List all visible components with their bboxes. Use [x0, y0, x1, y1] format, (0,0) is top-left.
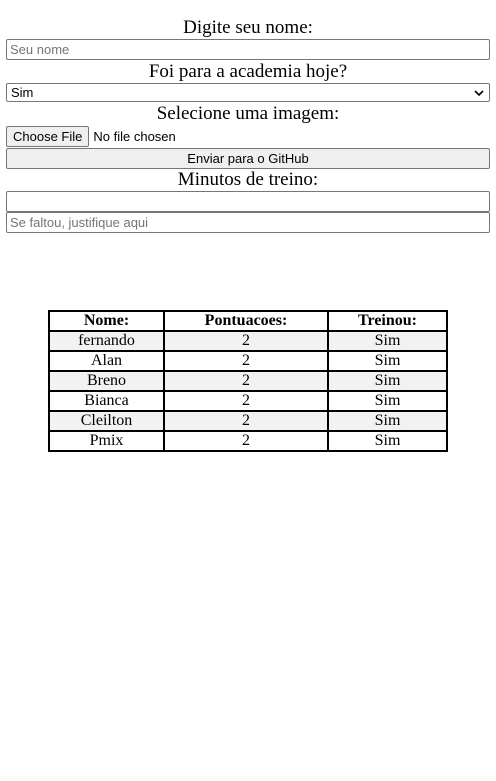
table-row — [49, 411, 447, 431]
name-label: Digite seu nome: — [183, 17, 313, 38]
cell-trained: Sim — [328, 371, 447, 391]
gym-select-value: Sim — [11, 85, 34, 100]
header-points: Pontuacoes: — [164, 311, 328, 331]
cell-points: 2 — [164, 391, 328, 411]
name-input[interactable] — [6, 39, 490, 60]
table-row — [49, 351, 447, 371]
cell-name: Bianca — [49, 391, 164, 411]
table-row — [49, 431, 447, 451]
checkin-form — [6, 17, 490, 233]
cell-name: Breno — [49, 371, 164, 391]
cell-name: Alan — [49, 351, 164, 371]
cell-points: 2 — [164, 371, 328, 391]
table-row — [49, 331, 447, 351]
cell-points: 2 — [164, 351, 328, 371]
chevron-down-icon — [474, 88, 484, 98]
file-picker — [6, 125, 490, 148]
cell-name: Pmix — [49, 431, 164, 451]
table-row — [49, 371, 447, 391]
minutes-label: Minutos de treino: — [177, 169, 319, 190]
minutes-input[interactable] — [6, 191, 490, 212]
cell-points: 2 — [164, 431, 328, 451]
table-header-row — [49, 311, 447, 331]
cell-name: fernando — [49, 331, 164, 351]
cell-trained: Sim — [328, 351, 447, 371]
justify-input[interactable] — [6, 212, 490, 233]
header-trained: Treinou: — [328, 311, 447, 331]
choose-file-button[interactable]: Choose File — [6, 126, 89, 147]
gym-label: Foi para a academia hoje? — [148, 61, 348, 82]
cell-trained: Sim — [328, 411, 447, 431]
cell-trained: Sim — [328, 331, 447, 351]
submit-github-button[interactable]: Enviar para o GitHub — [6, 148, 490, 169]
cell-points: 2 — [164, 411, 328, 431]
table-row — [49, 391, 447, 411]
cell-trained: Sim — [328, 391, 447, 411]
scores-table — [48, 310, 448, 452]
cell-points: 2 — [164, 331, 328, 351]
image-label: Selecione uma imagem: — [156, 103, 340, 124]
header-name: Nome: — [49, 311, 164, 331]
gym-select[interactable] — [6, 83, 490, 102]
cell-name: Cleilton — [49, 411, 164, 431]
file-status: No file chosen — [93, 129, 176, 144]
cell-trained: Sim — [328, 431, 447, 451]
